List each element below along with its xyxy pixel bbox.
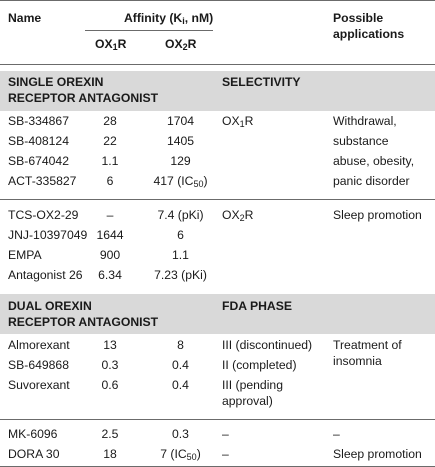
section-label-selectivity: SELECTIVITY bbox=[222, 75, 301, 89]
ox2-value: 7.4 (pKi) bbox=[157, 208, 204, 222]
fda-phase: III (discontinued) bbox=[222, 338, 313, 352]
fda-phase-continued: approval) bbox=[222, 394, 273, 408]
column-header-ox1r: $OX_1R$ bbox=[95, 37, 127, 52]
drug-name: SB-408124 bbox=[8, 134, 69, 148]
drug-name: SB-674042 bbox=[8, 154, 69, 168]
drug-name: SB-649868 bbox=[8, 358, 69, 372]
drug-name: EMPA bbox=[8, 248, 42, 262]
fda-phase: III (pending bbox=[222, 378, 283, 392]
ox1-value: 0.6 bbox=[101, 378, 119, 392]
section-title-single-line2: RECEPTOR ANTAGONIST bbox=[8, 91, 159, 105]
section-title-single-line1: SINGLE OREXIN bbox=[8, 75, 104, 89]
selectivity-value: $OX_2R$ bbox=[222, 208, 254, 223]
affinity-underline bbox=[85, 30, 213, 31]
ox2-value: 1405 bbox=[166, 134, 195, 148]
ox1-value: 22 bbox=[103, 134, 117, 148]
drug-name: MK-6096 bbox=[8, 427, 58, 441]
section-title-dual-line2: RECEPTOR ANTAGONIST bbox=[8, 315, 159, 329]
column-header-applications: applications bbox=[333, 27, 405, 41]
application-line: Treatment of bbox=[333, 338, 402, 352]
ox2-value: 0.3 bbox=[172, 427, 189, 441]
application-line: insomnia bbox=[333, 354, 382, 368]
ox1-value: 18 bbox=[103, 447, 117, 461]
application-line: panic disorder bbox=[333, 174, 410, 188]
ox2-value: 7.23 (pKi) bbox=[154, 268, 207, 282]
drug-name: TCS-OX2-29 bbox=[8, 208, 79, 222]
drug-name: Antagonist 26 bbox=[8, 268, 83, 282]
ox1-value: 6 bbox=[106, 174, 114, 188]
fda-phase: – bbox=[222, 427, 229, 441]
column-header-name: Name bbox=[8, 11, 42, 25]
fda-phase: – bbox=[222, 447, 229, 461]
application-line: Sleep promotion bbox=[333, 447, 422, 461]
column-header-ox2r: $OX_2R$ bbox=[165, 37, 197, 52]
ox2-value: 6 bbox=[177, 228, 184, 242]
ox2-value: 417 $(IC_{50})$ bbox=[153, 174, 208, 189]
ox1-value: 1644 bbox=[96, 228, 124, 242]
drug-name: JNJ-10397049 bbox=[8, 228, 88, 242]
column-header-possible: Possible bbox=[333, 11, 384, 25]
ox2-value: 1.1 bbox=[172, 248, 189, 262]
ox1-value: 1.1 bbox=[101, 154, 119, 168]
ox1-value: 2.5 bbox=[101, 427, 119, 441]
ox1-value: 0.3 bbox=[101, 358, 119, 372]
application-line: Withdrawal, bbox=[333, 114, 397, 128]
fda-phase: II (completed) bbox=[222, 358, 297, 372]
top-border bbox=[0, 0, 435, 1]
ox2-value: 0.4 bbox=[172, 358, 189, 372]
application-line: – bbox=[333, 427, 340, 441]
ox1-value: – bbox=[106, 208, 114, 222]
drug-name: DORA 30 bbox=[8, 447, 60, 461]
drug-name: Suvorexant bbox=[8, 378, 70, 392]
drug-name: SB-334867 bbox=[8, 114, 69, 128]
application-line: substance bbox=[333, 134, 389, 148]
section-label-fda-phase: FDA PHASE bbox=[222, 299, 292, 313]
ox1-value: 13 bbox=[103, 338, 117, 352]
ox2-value: 0.4 bbox=[172, 378, 189, 392]
group-divider bbox=[0, 199, 435, 200]
drug-name: Almorexant bbox=[8, 338, 70, 352]
ox1-value: 28 bbox=[103, 114, 117, 128]
ox1-value: 6.34 bbox=[98, 268, 122, 282]
application-line: abuse, obesity, bbox=[333, 154, 415, 168]
group-divider bbox=[0, 419, 435, 420]
drug-name: ACT-335827 bbox=[8, 174, 77, 188]
selectivity-value: $OX_1R$ bbox=[222, 114, 254, 129]
header-bottom-border bbox=[0, 64, 435, 65]
section-title-dual-line1: DUAL OREXIN bbox=[8, 299, 92, 313]
ox2-value: 129 bbox=[170, 154, 191, 168]
application-line: Sleep promotion bbox=[333, 208, 422, 222]
ox2-value: 7 $(IC_{50})$ bbox=[160, 447, 201, 462]
ox2-value: 8 bbox=[177, 338, 184, 352]
ox2-value: 1704 bbox=[166, 114, 195, 128]
ox1-value: 900 bbox=[99, 248, 121, 262]
